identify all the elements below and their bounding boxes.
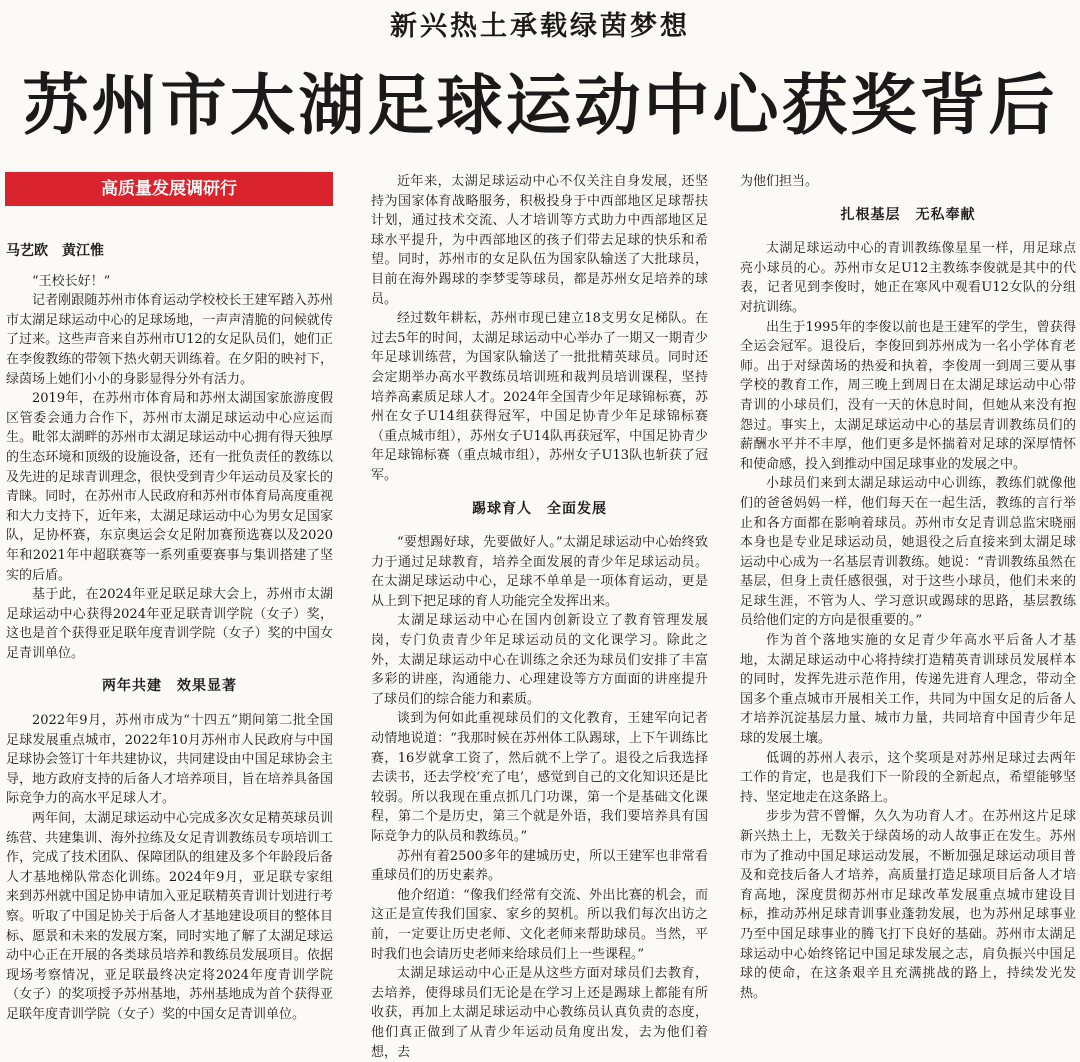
paragraph: 太湖足球运动中心在国内创新设立了教育管理发展岗，专门负责青少年足球运动员的文化课学习。除此之外，太湖足球运动中心在训练之余还为球员们安排了丰富多彩的讲座，沟通能力、心理建设等方方面面的讲座提升了球员们的综合能力和素质。 <box>371 613 708 707</box>
byline: 马艺欧 黄江惟 <box>6 243 104 259</box>
paragraph: 2019年，在苏州市体育局和苏州太湖国家旅游度假区管委会通力合作下，苏州市太湖足球运动中心应运而生。毗邻太湖畔的苏州市太湖足球运动中心拥有得天独厚的生态环境和顶级的设施设备，还有一批负责任的教练以及先进的足球青训理念，很快受到青少年运动员及家长的青睐。同时，在苏州市人民政府和苏州市体育局高度重视和大力支持下，近年来，太湖足球运动中心为男女足国家队，足协杯赛，东京奥运会女足附加赛预选赛以及2020年和2021年中超联赛等一系列重要赛事与集训搭建了坚实的后盾。 <box>6 391 333 583</box>
paragraph: 苏州有着2500多年的建城历史，所以王建军也非常看重球员们的历史素养。 <box>371 848 708 884</box>
paragraph: 步步为营不曾懈，久久为功育人才。在苏州这片足球新兴热土上，无数关于绿茵场的动人故事正在发生。苏州市为了推动中国足球运动发展，不断加强足球运动项目普及和竞技后备人才培养，高质量打造足球项目后备人才培育高地，深度贯彻苏州市足球改革发展重点城市建设目标，推动苏州足球青训事业蓬勃发展，也为苏州足球事业乃至中国足球事业的腾飞打下良好的基础。苏州市太湖足球运动中心始终铭记中国足球发展之志，肩负振兴中国足球的使命，在这条艰辛且充满挑战的路上，持续发光发热。 <box>740 809 1076 1001</box>
paragraph: 小球员们来到太湖足球运动中心训练，教练们就像他们的爸爸妈妈一样，他们每天在一起生活，教练的言行举止和各方面都在影响着球员。苏州市女足青训总监宋晓丽本身也是专业足球运动员，她退役之后直接来到太湖足球运动中心成为一名基层青训教练。她说：“青训教练虽然在基层，但身上责任感很强，对于这些小球员，他们未来的足球生涯，不管为人、学习意识或踢球的思路，基层教练员给他们定的方向是很重要的。” <box>740 476 1076 629</box>
subheading: 扎根基层 无私奉献 <box>840 206 976 223</box>
paragraph: 作为首个落地实施的女足青少年高水平后备人才基地，太湖足球运动中心将持续打造精英青训球员发展样本的同时，发挥先进示范作用，传递先进育人理念，带动全国多个重点城市开展相关工作，共同为中国女足的后备人才培养沉淀基层力量、城市力量，共同培育中国青少年足球的发展土壤。 <box>740 633 1076 747</box>
paragraph: 他介绍道：“像我们经常有交流、外出比赛的机会，而这正是宣传我们国家、家乡的契机。所以我们每次出访之前，一定要让历史老师、文化老师来帮助球员。当然，平时我们也会请历史老师来给球员们上一些课程。” <box>371 887 708 962</box>
paragraph: 经过数年耕耘，苏州市现已建立18支男女足梯队。在过去5年的时间，太湖足球运动中心举办了一期又一期青少年足球训练营，为国家队输送了一批批精英球员。同时还会定期举办高水平教练员培训班和裁判员培训课程，坚持培养高素质足球人才。2024年全国青少年足球锦标赛，苏州在女子U14组获得冠军，中国足协青少年足球锦标赛（重点城市组），苏州女子U14队再获冠军，中国足协青少年足球锦标赛（重点城市组），苏州女子U13队也斩获了冠军。 <box>371 311 708 483</box>
subheading: 两年共建 效果显著 <box>102 678 237 695</box>
paragraph: 太湖足球运动中心的青训教练像星星一样，用足球点亮小球员的心。苏州市女足U12主教练李俊就是其中的代表，记者见到李俊时，她正在寒风中观看U12女队的分组对抗训练。 <box>740 241 1076 315</box>
headline: 苏州市太湖足球运动中心获奖背后 <box>22 67 1058 144</box>
paragraph: “要想踢好球，先要做好人。”太湖足球运动中心始终致力于通过足球教育，培养全面发展的青少年足球运动员。在太湖足球运动中心，足球不单单是一项体育运动，更是从上到下把足球的育人功能完全发挥出来。 <box>371 535 708 609</box>
paragraph: 谈到为何如此重视球员们的文化教育，王建军向记者动情地说道：“我那时候在苏州体工队踢球，上下午训练比赛，16岁就拿工资了，然后就不上学了。退役之后我选择去读书，还去学校‘充了电’，感觉到自己的文化知识还是比较弱。所以我现在重点抓几门功课，第一个是基础文化课程，第二个是历史，第三个就是外语，我们要培养具有国际竞争力的队员和教练员。” <box>371 711 708 844</box>
section-banner: 高质量发展调研行 <box>5 172 333 206</box>
paragraph: “王校长好！” <box>32 273 111 289</box>
column-3 <box>740 172 1076 1050</box>
subheading: 踢球育人 全面发展 <box>472 500 607 517</box>
kicker-title: 新兴热土承载绿茵梦想 <box>390 11 690 42</box>
paragraph: 出生于1995年的李俊以前也是王建军的学生，曾获得全运会冠军。退役后，李俊回到苏州成为一名小学体育老师。出于对绿茵场的热爱和执着，李俊周一到周三要从事学校的教育工作，周三晚上到周日在太湖足球运动中心带青训的小球员们，没有一天的休息时间，但她从来没有抱怨过。事实上，太湖足球运动中心的基层青训教练员们的薪酬水平并不丰厚，他们更多是怀揣着对足球的深厚情怀和使命感，投入到推动中国足球事业的发展之中。 <box>740 319 1076 472</box>
paragraph: 2022年9月，苏州市成为“十四五”期间第二批全国足球发展重点城市，2022年10月苏州市人民政府与中国足球协会签订十年共建协议，共同建设由中国足球协会主导，地方政府支持的后备人才培养项目，旨在培养具备国际竞争力的高水平足球人才。 <box>6 713 333 807</box>
paragraph: 近年来，太湖足球运动中心不仅关注自身发展，还坚持为国家体育战略服务，积极投身于中西部地区足球帮扶计划，通过技术交流、人才培训等方式助力中西部地区足球水平提升，为中西部地区的孩子们带去足球的快乐和希望。同时，苏州市的女足队伍为国家队输送了大批球员，目前在海外踢球的李梦雯等球员，都是苏州女足培养的球员。 <box>371 174 708 307</box>
column-2 <box>371 172 708 1060</box>
paragraph: 两年间，太湖足球运动中心完成多次女足精英球员训练营、共建集训、海外拉练及女足青训教练员专项培训工作，完成了技术团队、保障团队的组建及多个年龄段后备人才基地梯队常态化训练。2024年9月，亚足联专家组来到苏州就中国足协申请加入亚足联精英青训计划进行考察。听取了中国足协关于后备人才基地建设项目的整体目标、愿景和未来的发展方案，同时实地了解了太湖足球运动中心正在开展的各类球员培养和教练员发展项目。依据现场考察情况，亚足联最终决定将2024年度青训学院（女子）的奖项授予苏州基地，苏州基地成为首个获得亚足联年度青训学院（女子）奖的中国女足青训单位。 <box>6 811 333 1022</box>
paragraph: 为他们担当。 <box>740 174 819 189</box>
paragraph: 基于此，在2024年亚足联足球大会上，苏州市太湖足球运动中心获得2024年亚足联青训学院（女子）奖，这也是首个获得亚足联年度青训学院（女子）奖的中国女足青训单位。 <box>6 587 333 661</box>
paragraph: 记者刚跟随苏州市体育运动学校校长王建军踏入苏州市太湖足球运动中心的足球场地，一声声清脆的问候就传了过来。这些声音来自苏州市U12的女足队员们，她们正在李俊教练的带领下热火朝天训练着。在夕阳的映衬下，绿茵场上她们小小的身影显得分外有活力。 <box>6 293 333 387</box>
paragraph: 低调的苏州人表示，这个奖项是对苏州足球过去两年工作的肯定，也是我们下一阶段的全新起点，希望能够坚持、坚定地走在这条路上。 <box>740 750 1076 805</box>
paragraph: 太湖足球运动中心正是从这些方面对球员们去教育，去培养，使得球员们无论是在学习上还是踢球上都能有所收获，再加上太湖足球运动中心教练员认真负责的态度，他们真正做到了从青少年运动员角度出发，去为他们着想，去 <box>371 966 708 1060</box>
column-1 <box>6 242 333 1050</box>
